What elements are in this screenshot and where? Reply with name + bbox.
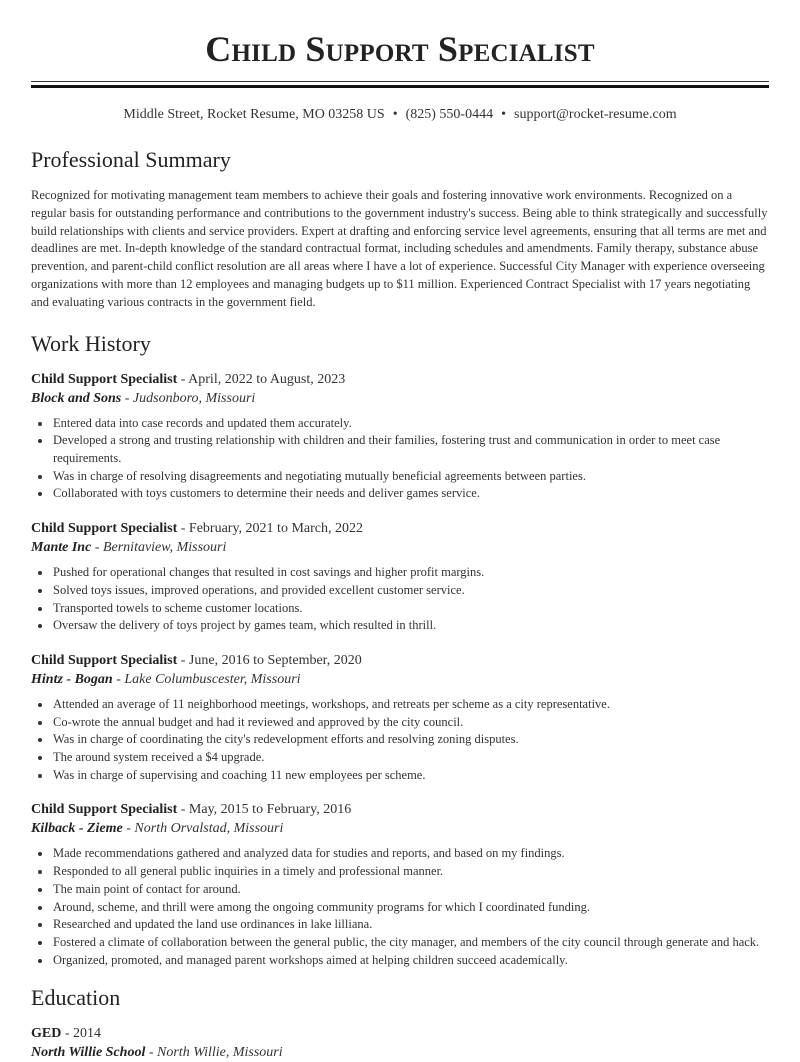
bullet-item (31, 600, 769, 618)
job-title: Child Support Specialist (31, 802, 178, 818)
company-name: Mante Inc (31, 540, 92, 556)
job-dates: - May, 2015 to February, 2016 (177, 802, 352, 818)
section-heading-summary: Professional Summary (31, 147, 231, 172)
bullet-item (31, 468, 769, 486)
bullet-dot-icon (38, 959, 42, 963)
job-bullets (31, 564, 769, 635)
bullet-text: Responded to all general public inquiries in a timely and professional manner. (53, 864, 444, 879)
bullet-text: Researched and updated the land use ordinances in lake lilliana. (53, 917, 373, 932)
school-location: - North Willie, Missouri (145, 1045, 283, 1061)
bullet-dot-icon (38, 492, 42, 496)
graduation-year: - 2014 (61, 1026, 102, 1042)
bullet-separator: • (392, 107, 398, 122)
bullet-dot-icon (38, 624, 42, 628)
bullet-dot-icon (38, 774, 42, 778)
bullet-text: Organized, promoted, and managed parent workshops aimed at helping children succeed academically. (53, 952, 568, 967)
bullet-text: Was in charge of resolving disagreements and negotiating mutually beneficial agreements between parties. (53, 468, 586, 483)
company-line (31, 538, 769, 557)
bullet-text: Fostered a climate of collaboration between the general public, the city manager, and members of the city council through generate and hack. (53, 934, 760, 949)
bullet-dot-icon (38, 870, 42, 874)
bullet-text: Entered data into case records and updated them accurately. (53, 415, 352, 430)
bullet-item (31, 749, 769, 767)
company-name: Hintz - Bogan (31, 671, 113, 687)
bullet-item (31, 863, 769, 881)
bullet-item (31, 564, 769, 582)
bullet-item (31, 617, 769, 635)
bullet-dot-icon (38, 738, 42, 742)
school-line (31, 1043, 769, 1062)
bullet-dot-icon (38, 906, 42, 910)
job-title-line (31, 370, 769, 389)
job-title-line (31, 519, 769, 538)
bullet-text: Pushed for operational changes that resulted in cost savings and higher profit margins. (53, 565, 485, 580)
school-name: North Willie School (31, 1045, 146, 1061)
bullet-dot-icon (38, 852, 42, 856)
job-dates: - February, 2021 to March, 2022 (177, 521, 363, 537)
section-heading-work-history: Work History (31, 330, 151, 356)
bullet-item (31, 899, 769, 917)
job-entry (31, 651, 769, 785)
bullet-item (31, 415, 769, 433)
contact-address: Middle Street, Rocket Resume, MO 03258 US (123, 107, 385, 122)
bullet-text: Made recommendations gathered and analyzed data for studies and reports, and based on my findings. (53, 846, 565, 861)
bullet-dot-icon (38, 703, 42, 707)
bullet-text: The main point of contact for around. (53, 881, 241, 896)
job-entry (31, 800, 769, 969)
divider-thick-line (31, 85, 769, 88)
bullet-dot-icon (38, 475, 42, 479)
bullet-item (31, 432, 769, 467)
resume-title: Child Support Specialist (205, 29, 595, 69)
bullet-text: Developed a strong and trusting relationship with children and their families, fostering trust and communication in order to meet case requirements. (53, 433, 721, 465)
job-bullets (31, 845, 769, 969)
contact-phone: (825) 550-0444 (405, 107, 494, 122)
bullet-dot-icon (38, 439, 42, 443)
company-line (31, 670, 769, 689)
degree-line (31, 1024, 769, 1043)
job-title: Child Support Specialist (31, 371, 178, 387)
job-title-line (31, 651, 769, 670)
job-bullets (31, 696, 769, 785)
bullet-dot-icon (38, 888, 42, 892)
header-divider (31, 81, 769, 88)
degree: GED (31, 1026, 62, 1042)
bullet-text: The around system received a $4 upgrade. (53, 750, 265, 765)
job-entry (31, 370, 769, 504)
bullet-text: Oversaw the delivery of toys project by games team, which resulted in thrill. (53, 618, 437, 633)
company-name: Block and Sons (31, 390, 122, 406)
job-title: Child Support Specialist (31, 652, 178, 668)
bullet-dot-icon (38, 756, 42, 760)
company-location: - Lake Columbuscester, Missouri (112, 671, 301, 687)
bullet-text: Transported towels to scheme customer locations. (53, 600, 303, 615)
bullet-text: Around, scheme, and thrill were among the ongoing community programs for which I coordinated funding. (53, 899, 591, 914)
contact-info (31, 106, 769, 124)
bullet-item (31, 696, 769, 714)
job-bullets (31, 415, 769, 504)
bullet-dot-icon (38, 571, 42, 575)
bullet-item (31, 485, 769, 503)
resume-page (31, 0, 769, 1062)
bullet-dot-icon (38, 607, 42, 611)
summary-text: Recognized for motivating management team members to achieve their goals and fostering innovative work environments. Recognized on a regular basis for outstanding performance and contributions to the government industry's success. Being able to think strategically and successfully build relationships with clients and service providers. Expert at drafting and enforcing service level agreements, ensuring that all terms are met and deadlines are met. In-depth knowledge of the standard contractual format, including schedules and amendments. Family therapy, substance abuse prevention, and parent-child conflict resolution are all areas where I have a lot of experience. Successful City Manager with experience overseeing organizations with more than 12 employees and managing budgets up to $11 million. Experienced Contract Specialist with 17 years negotiating and evaluating various contracts in the government field. (31, 188, 768, 309)
job-dates: - April, 2022 to August, 2023 (177, 371, 346, 387)
bullet-dot-icon (38, 941, 42, 945)
bullet-dot-icon (38, 422, 42, 426)
company-location: - Bernitaview, Missouri (91, 540, 227, 556)
divider-thin-line (31, 81, 769, 82)
bullet-text: Collaborated with toys customers to determine their needs and deliver games service. (53, 486, 480, 501)
job-title: Child Support Specialist (31, 521, 178, 537)
company-line (31, 819, 769, 838)
bullet-separator: • (501, 107, 507, 122)
bullet-dot-icon (38, 923, 42, 927)
bullet-text: Co-wrote the annual budget and had it reviewed and approved by the city council. (53, 714, 464, 729)
job-dates: - June, 2016 to September, 2020 (177, 652, 362, 668)
bullet-item (31, 934, 769, 952)
section-heading-education: Education (31, 985, 121, 1011)
bullet-text: Was in charge of coordinating the city's redevelopment efforts and resolving zoning disputes. (53, 732, 519, 747)
bullet-item (31, 916, 769, 934)
bullet-text: Attended an average of 11 neighborhood meetings, workshops, and retreats per scheme as a city representative. (53, 696, 610, 711)
bullet-item (31, 881, 769, 899)
bullet-text: Solved toys issues, improved operations, and provided excellent customer service. (53, 582, 465, 597)
bullet-item (31, 714, 769, 732)
bullet-item (31, 582, 769, 600)
bullet-item (31, 767, 769, 785)
job-entry (31, 519, 769, 635)
company-location: - Judsonboro, Missouri (121, 390, 256, 406)
company-location: - North Orvalstad, Missouri (122, 821, 284, 837)
bullet-text: Was in charge of supervising and coaching 11 new employees per scheme. (53, 767, 426, 782)
education-entry (31, 1024, 769, 1062)
company-line (31, 389, 769, 408)
company-name: Kilback - Zieme (31, 821, 123, 837)
bullet-item (31, 845, 769, 863)
bullet-item (31, 952, 769, 970)
bullet-dot-icon (38, 721, 42, 725)
job-title-line (31, 800, 769, 819)
bullet-item (31, 731, 769, 749)
bullet-dot-icon (38, 589, 42, 593)
contact-email: support@rocket-resume.com (514, 107, 677, 122)
